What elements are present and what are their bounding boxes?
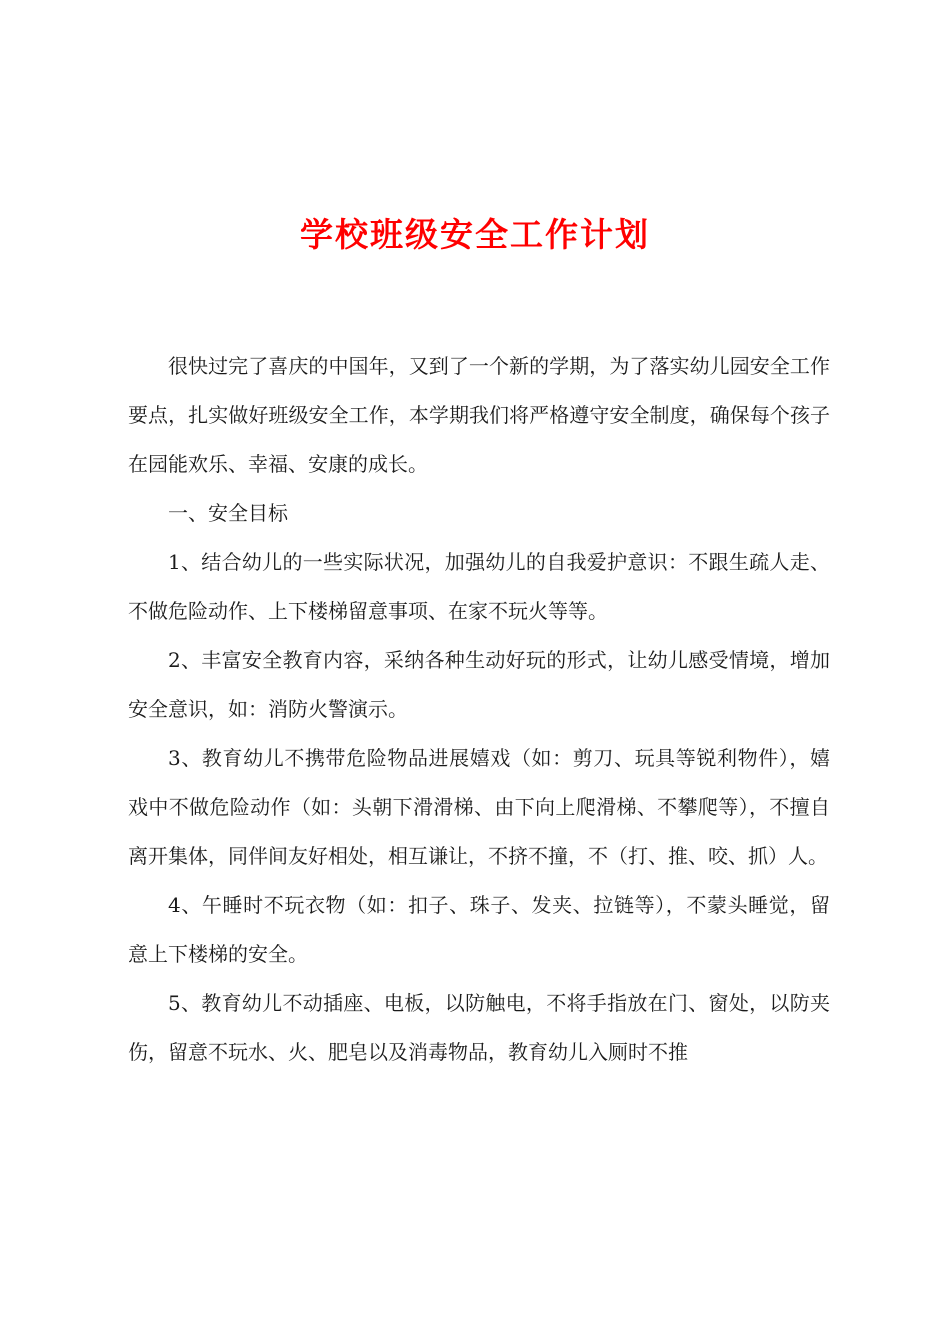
goal-item-3: 3、教育幼儿不携带危险物品进展嬉戏（如：剪刀、玩具等锐利物件），嬉戏中不做危险动作（如：头朝下滑滑梯、由下向上爬滑梯、不攀爬等），不擅自离开集体，同伴间友好相处，相互谦让，不挤不撞，不（打、推、咬、抓）人。 [128, 746, 830, 868]
goal-item-5: 5、教育幼儿不动插座、电板，以防触电，不将手指放在门、窗处，以防夹伤，留意不玩水、火、肥皂以及消毒物品，教育幼儿入厕时不推 [128, 991, 830, 1064]
intro-paragraph: 很快过完了喜庆的中国年，又到了一个新的学期，为了落实幼儿园安全工作要点，扎实做好班级安全工作，本学期我们将严格遵守安全制度，确保每个孩子在园能欢乐、幸福、安康的成长。 [128, 354, 830, 476]
goal-item-1: 1、结合幼儿的一些实际状况，加强幼儿的自我爱护意识：不跟生疏人走、不做危险动作、上下楼梯留意事项、在家不玩火等等。 [128, 550, 830, 623]
goal-item-4: 4、午睡时不玩衣物（如：扣子、珠子、发夹、拉链等），不蒙头睡觉，留意上下楼梯的安全。 [128, 893, 830, 966]
document-body [128, 342, 830, 1077]
section-heading-safety-goals: 一、安全目标 [168, 501, 288, 525]
goal-item-2: 2、丰富安全教育内容，采纳各种生动好玩的形式，让幼儿感受情境，增加安全意识，如：消防火警演示。 [128, 648, 830, 721]
document-title: 学校班级安全工作计划 [300, 215, 650, 254]
